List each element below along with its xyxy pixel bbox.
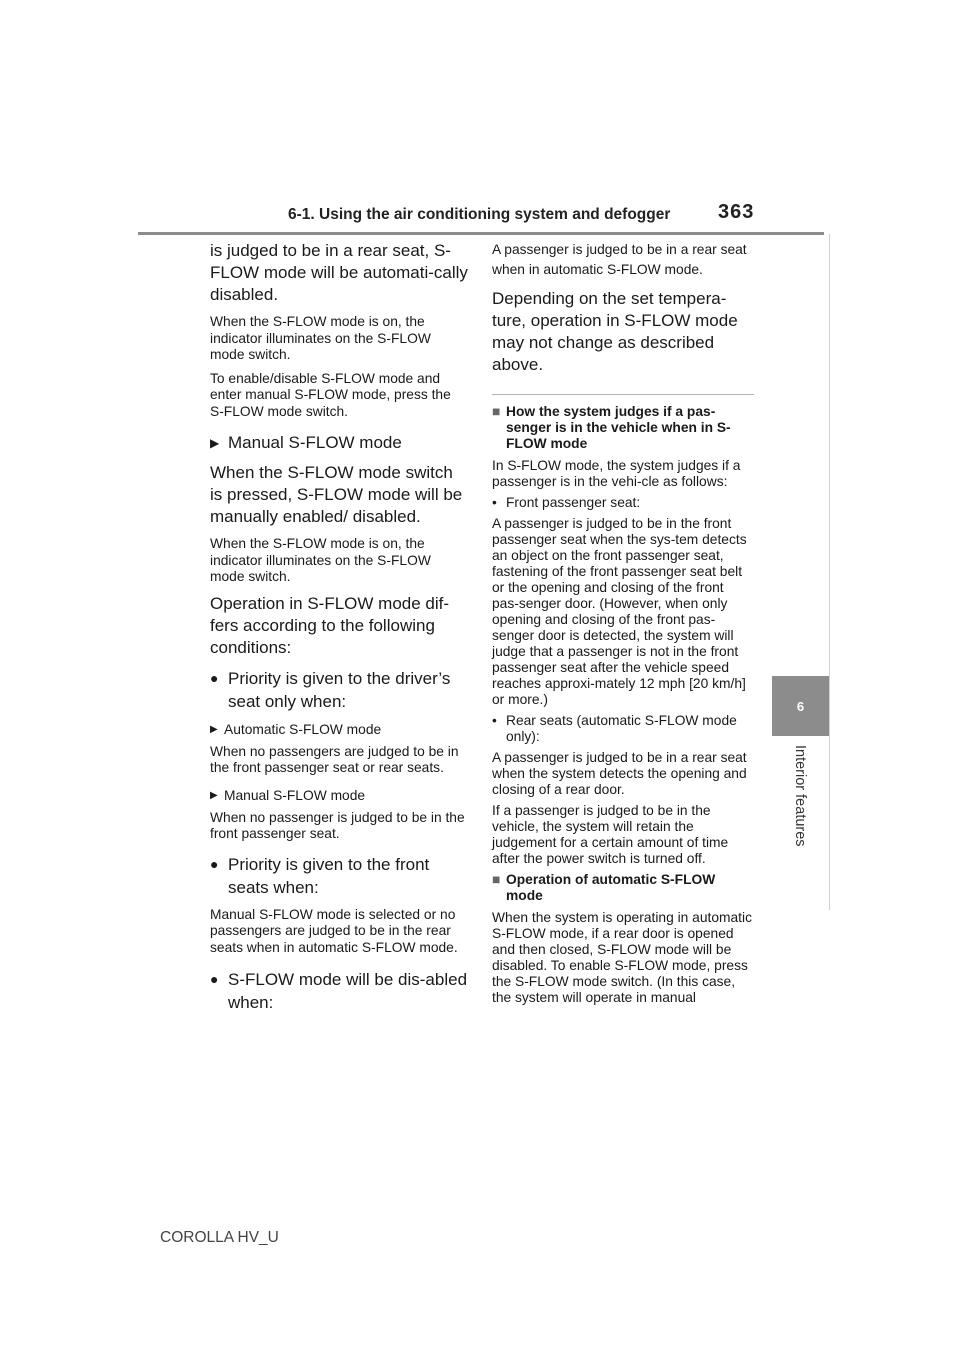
paragraph: When the S-FLOW mode switch is pressed, S-FLOW mode will be manually enabled/ disabled.	[210, 463, 463, 526]
triangle-right-icon: ▶	[210, 723, 218, 735]
chapter-tab	[772, 676, 829, 736]
square-bullet-icon: ■	[492, 404, 501, 419]
paragraph: is judged to be in a rear seat, S-FLOW mode will be automati-cally disabled.	[210, 241, 468, 304]
bullet-dot-icon: ●	[210, 669, 219, 686]
triangle-right-icon: ▶	[210, 436, 220, 450]
header-divider	[138, 232, 824, 235]
section-divider	[492, 394, 754, 395]
bullet-item-label: Priority is given to the front seats when:	[228, 854, 430, 897]
note: When the system is operating in automatic S-FLOW mode, if a rear door is opened and then closed, S-FLOW mode will be disabled. To enable S-FLOW mode, press the S-FLOW mode switch. (In this case, the system will operate in manual	[492, 910, 752, 1005]
list-item	[492, 713, 754, 745]
square-bullet-icon: ■	[492, 872, 501, 887]
note: A passenger is judged to be in a rear seat when the system detects the opening and closing of a rear door.	[492, 750, 747, 797]
chapter-number: 6	[796, 698, 805, 714]
right-column	[492, 240, 754, 1011]
bullet-dot-icon: •	[492, 495, 497, 510]
side-divider	[829, 234, 830, 910]
note: If a passenger is judged to be in the vehicle, the system will retain the judgement for a certain amount of time after the power switch is turned off.	[492, 803, 729, 866]
arrow-item-label: Manual S-FLOW mode	[228, 433, 402, 452]
arrow-item	[210, 721, 468, 738]
bullet-item	[210, 853, 468, 899]
section-heading	[492, 872, 754, 904]
bullet-item	[210, 667, 468, 713]
note: When no passenger is judged to be in the front passenger seat.	[210, 809, 465, 841]
paragraph: Operation in S-FLOW mode dif-fers according to the following conditions:	[210, 593, 450, 657]
arrow-item-label: Manual S-FLOW mode	[224, 787, 366, 803]
arrow-item	[210, 787, 468, 804]
note: In S-FLOW mode, the system judges if a passenger is in the vehi-cle as follows:	[492, 458, 741, 489]
note: When no passengers are judged to be in the front passenger seat or rear seats.	[210, 743, 459, 775]
arrow-item	[210, 432, 468, 454]
section-title: 6-1. Using the air conditioning system and defogger	[288, 206, 671, 223]
triangle-right-icon: ▶	[210, 789, 218, 801]
note: A passenger is judged to be in a rear seat when in automatic S-FLOW mode.	[492, 242, 747, 277]
note: A passenger is judged to be in the front passenger seat when the sys-tem detects an object on the front passenger seat, fastening of the front passenger seat belt or the opening and closing of the front pas-senger door. (However, when only opening and closing of the front pas-senger door is detected, the system will judge that a passenger is not in the front passenger seat after the vehicle speed reaches approxi-mately 12 mph [20 km/h] or more.)	[492, 516, 747, 707]
note: To enable/disable S-FLOW mode and enter manual S-FLOW mode, press the S-FLOW mode switch.	[210, 370, 451, 419]
footer-model: COROLLA HV_U	[160, 1229, 279, 1246]
bullet-dot-icon: ●	[210, 855, 219, 872]
section-heading	[492, 404, 754, 452]
list-item-label: Rear seats (automatic S-FLOW mode only):	[506, 713, 737, 744]
bullet-item-label: Priority is given to the driver’s seat only when:	[228, 668, 451, 711]
arrow-item-label: Automatic S-FLOW mode	[224, 721, 382, 737]
note: When the S-FLOW mode is on, the indicator illuminates on the S-FLOW mode switch.	[210, 314, 431, 362]
list-item-label: Front passenger seat:	[506, 495, 641, 510]
list-item	[492, 495, 754, 511]
bullet-item-label: S-FLOW mode will be dis-abled when:	[228, 970, 468, 1012]
note: Manual S-FLOW mode is selected or no passengers are judged to be in the rear seats when in automatic S-FLOW mode.	[210, 906, 458, 955]
bullet-dot-icon: ●	[210, 971, 219, 987]
section-heading-label: How the system judges if a pas-senger is in the vehicle when in S-FLOW mode	[506, 404, 731, 451]
chapter-label: Interior features	[792, 745, 808, 847]
bullet-dot-icon: •	[492, 713, 497, 728]
paragraph: Depending on the set tempera-ture, operation in S-FLOW mode may not change as described above.	[492, 289, 738, 374]
page-number: 363	[718, 201, 755, 223]
left-column	[210, 240, 468, 1022]
bullet-item	[210, 968, 468, 1014]
note: When the S-FLOW mode is on, the indicator illuminates on the S-FLOW mode switch.	[210, 536, 431, 584]
section-heading-label: Operation of automatic S-FLOW mode	[506, 872, 716, 903]
